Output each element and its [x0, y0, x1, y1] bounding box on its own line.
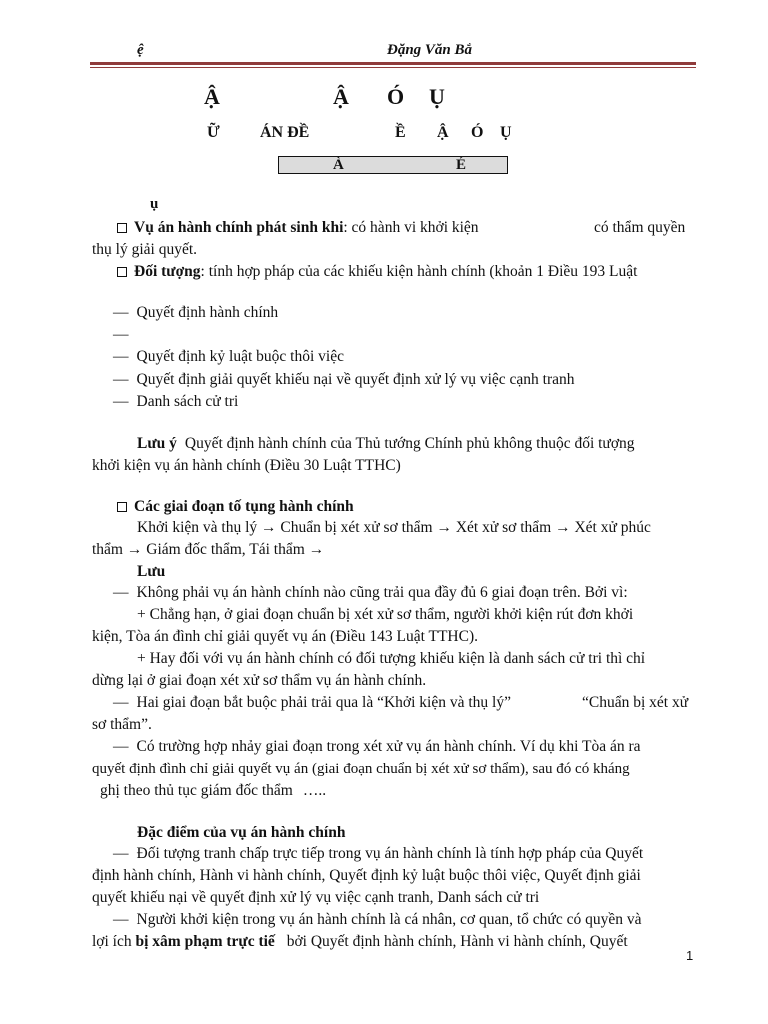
intro-paragraph-1-line2: thụ lý giải quyết. [92, 241, 198, 258]
title-line2-a: Ữ [207, 124, 220, 141]
features-item-2b: lợi ích bị xâm phạm trực tiế bởi Quyết định hành chính, Hành vi hành chính, Quyết [92, 933, 628, 950]
stages-example-2a: + Hay đối với vụ án hành chính có đối tượng khiếu kiện là danh sách cử tri thì chỉ [137, 650, 646, 667]
section-title-a: À [333, 157, 344, 173]
stages-example-2b: dừng lại ở giai đoạn xét xử sơ thẩm vụ án hành chính. [92, 672, 427, 689]
note-paragraph: Lưu ý Quyết định hành chính của Thủ tướng Chính phủ không thuộc đối tượng [137, 435, 635, 452]
title-line1-b: Ậ [333, 84, 349, 109]
stages-dash-3-line3: ghị theo thủ tục giám đốc thẩm ….. [100, 782, 327, 799]
stages-dash-2-line2: sơ thẩm”. [92, 716, 152, 733]
stages-dash-3-line2: quyết định đình chỉ giải quyết vụ án (giai đoạn chuẩn bị xét xử sơ thẩm), sau đó có kháng [92, 761, 630, 777]
title-line1-a: Ậ [204, 84, 220, 109]
stages-dash-2-tail: “Chuẩn bị xét xử [582, 694, 689, 711]
title-line2-d: Ậ [437, 124, 449, 141]
object-item: — [113, 326, 129, 343]
features-heading: Đặc điểm của vụ án hành chính [137, 824, 346, 841]
features-item-2a: — Người khởi kiện trong vụ án hành chính là cá nhân, cơ quan, tổ chức có quyền và [113, 911, 642, 928]
arrow-right-icon: → [555, 519, 571, 536]
arrow-right-icon: → [261, 519, 277, 536]
page-number: 1 [686, 948, 694, 963]
header-author: Đặng Văn Bắ [387, 42, 473, 58]
checkbox-bullet-icon [117, 267, 127, 277]
stages-flow-line1: Khởi kiện và thụ lý → Chuẩn bị xét xử sơ thẩm → Xét xử sơ thẩm → Xét xử phúc [137, 519, 651, 536]
stages-dash-2: — Hai giai đoạn bắt buộc phải trải qua là “Khởi kiện và thụ lý” [113, 694, 511, 711]
arrow-right-icon: → [436, 519, 452, 536]
object-item: — Danh sách cử tri [113, 393, 239, 410]
title-line2-b: ÁN ĐỀ [260, 124, 310, 141]
header-left-fragment: ệ [137, 42, 144, 58]
arrow-right-icon: → [126, 541, 143, 558]
title-line2-e: Ó [471, 124, 484, 141]
title-line2-f: Ụ [500, 124, 512, 141]
header-rule-thick [90, 62, 696, 65]
stages-example-1a: + Chẳng hạn, ở giai đoạn chuẩn bị xét xử sơ thẩm, người khởi kiện rút đơn khởi [137, 606, 634, 623]
stages-note-label: Lưu [137, 563, 166, 580]
section-title-b: É [456, 157, 467, 173]
stages-example-1b: kiện, Tòa án đình chỉ giải quyết vụ án (Điều 143 Luật TTHC). [92, 628, 478, 645]
object-item: — Quyết định hành chính [113, 304, 279, 321]
features-item-1a: — Đối tượng tranh chấp trực tiếp trong vụ án hành chính là tính hợp pháp của Quyết [113, 845, 644, 862]
features-item-1c: quyết khiếu nại về quyết định xử lý vụ việc cạnh tranh, Danh sách cử tri [92, 889, 540, 906]
header-rule-thin [90, 67, 696, 68]
intro-paragraph-1-tail: có thẩm quyền [594, 219, 686, 236]
title-line1-d: Ụ [429, 84, 445, 109]
intro-paragraph-1: Vụ án hành chính phát sinh khi: có hành vi khởi kiện [92, 217, 696, 239]
arrow-right-icon: → [308, 541, 325, 558]
stages-dash-3: — Có trường hợp nhảy giai đoạn trong xét xử vụ án hành chính. Ví dụ khi Tòa án ra [113, 738, 641, 755]
title-line2-c: Ề [395, 124, 406, 141]
stages-flow-line2: thẩm → Giám đốc thẩm, Tái thẩm → [92, 541, 325, 558]
note-paragraph-line2: khởi kiện vụ án hành chính (Điều 30 Luật TTHC) [92, 457, 401, 474]
stages-heading: Các giai đoạn tố tụng hành chính [92, 496, 696, 518]
stages-dash-1: — Không phải vụ án hành chính nào cũng trải qua đầy đủ 6 giai đoạn trên. Bởi vì: [113, 584, 628, 601]
intro-paragraph-2: Đối tượng: tính hợp pháp của các khiếu kiện hành chính (khoản 1 Điều 193 Luật [92, 261, 696, 283]
section-marker: ụ [150, 196, 159, 212]
title-line1-c: Ó [387, 84, 405, 109]
checkbox-bullet-icon [117, 223, 127, 233]
checkbox-bullet-icon [117, 502, 127, 512]
section-title-box [278, 156, 508, 174]
object-item: — Quyết định kỷ luật buộc thôi việc [113, 348, 344, 365]
features-item-1b: định hành chính, Hành vi hành chính, Quyết định kỷ luật buộc thôi việc, Quyết định giải [92, 867, 641, 884]
object-item: — Quyết định giải quyết khiếu nại về quyết định xử lý vụ việc cạnh tranh [113, 371, 575, 388]
